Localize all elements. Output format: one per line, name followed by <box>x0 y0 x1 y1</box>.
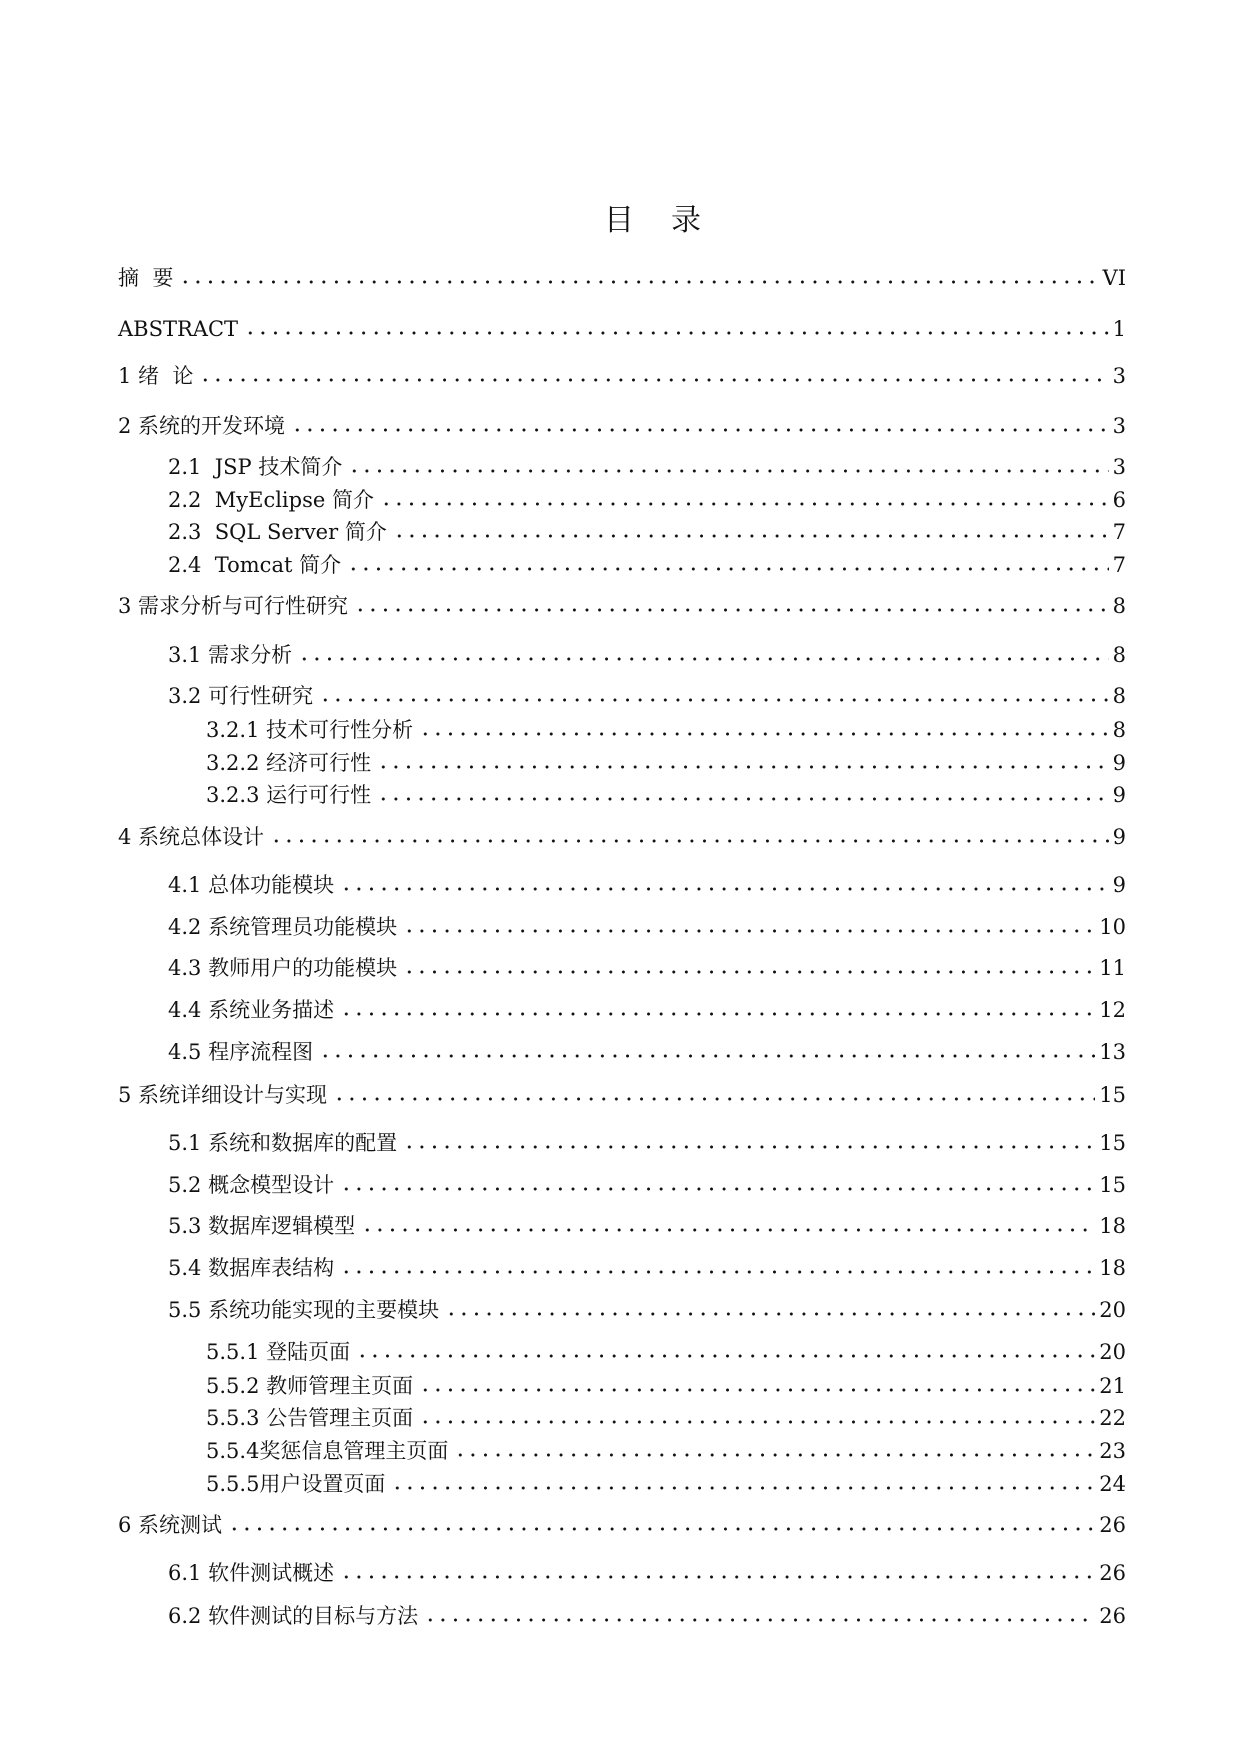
toc-entry <box>168 519 1126 545</box>
dot-leader <box>291 425 1109 433</box>
toc-entry-label: ABSTRACT <box>118 317 239 341</box>
toc-page-number: 20 <box>1099 1340 1126 1364</box>
toc-page-number: 15 <box>1099 1173 1126 1197</box>
toc-entry <box>206 1373 1126 1399</box>
toc-page-number: 12 <box>1099 998 1126 1022</box>
toc-entry-label: 4.1 总体功能模块 <box>168 873 335 897</box>
toc-page-number: 3 <box>1112 414 1126 438</box>
toc-page-number: 26 <box>1099 1513 1126 1537</box>
toc-entry-label: 摘 要 <box>118 266 174 290</box>
toc-entry <box>168 997 1126 1023</box>
toc-page-number: 23 <box>1099 1439 1126 1463</box>
toc-page-number: 26 <box>1099 1604 1126 1628</box>
toc-page-number: 3 <box>1112 455 1126 479</box>
page-title: 目 录 <box>603 203 708 238</box>
toc-entry <box>118 413 1126 439</box>
toc-entry-label: 3.2.1 技术可行性分析 <box>206 718 414 742</box>
toc-page-number: 24 <box>1099 1472 1126 1496</box>
toc-entry <box>118 1082 1126 1108</box>
toc-entry-label: 2 系统的开发环境 <box>118 414 286 438</box>
toc-entry <box>206 782 1126 808</box>
toc-page-number: 10 <box>1099 915 1126 939</box>
toc-page-number: 18 <box>1099 1214 1126 1238</box>
toc-entry <box>168 1039 1126 1065</box>
toc-entry <box>168 683 1126 709</box>
toc-entry-label: 4 系统总体设计 <box>118 825 265 849</box>
toc-entry-label: 3.2 可行性研究 <box>168 684 314 708</box>
dot-leader <box>340 1267 1095 1275</box>
toc-page-number: 15 <box>1099 1083 1126 1107</box>
toc-entry <box>168 1560 1126 1586</box>
toc-entry-label: 4.4 系统业务描述 <box>168 998 335 1022</box>
toc-entry <box>168 1297 1126 1323</box>
toc-page-number: 8 <box>1112 718 1126 742</box>
toc-entry <box>168 487 1126 513</box>
toc-entry <box>168 1255 1126 1281</box>
dot-leader <box>340 1572 1095 1580</box>
dot-leader <box>340 1184 1095 1192</box>
dot-leader <box>403 1142 1095 1150</box>
toc-entry-label: 5.5 系统功能实现的主要模块 <box>168 1298 440 1322</box>
toc-entry <box>168 1213 1126 1239</box>
dot-leader <box>424 1615 1095 1623</box>
toc-entry <box>206 1471 1126 1497</box>
toc-entry <box>118 363 1126 389</box>
toc-entry-label: 5.5.1 登陆页面 <box>206 1340 351 1364</box>
dot-leader <box>380 499 1109 507</box>
toc-entry-label: 5.5.3 公告管理主页面 <box>206 1406 414 1430</box>
dot-leader <box>333 1094 1095 1102</box>
dot-leader <box>419 1417 1095 1425</box>
toc-entry-label: 4.5 程序流程图 <box>168 1040 314 1064</box>
toc-entry <box>118 593 1126 619</box>
toc-entry-label: 6.2 软件测试的目标与方法 <box>168 1604 419 1628</box>
toc-entry-label: 5.5.5用户设置页面 <box>206 1472 386 1496</box>
toc-entry-label: 2.2 MyEclipse 简介 <box>168 488 374 512</box>
dot-leader <box>228 1524 1095 1532</box>
toc-entry <box>118 265 1126 291</box>
toc-entry-label: 5 系统详细设计与实现 <box>118 1083 328 1107</box>
toc-entry <box>206 717 1126 743</box>
dot-leader <box>377 762 1109 770</box>
dot-leader <box>403 967 1095 975</box>
toc-page-number: 9 <box>1112 751 1126 775</box>
toc-entry <box>206 750 1126 776</box>
toc-page-number: 26 <box>1099 1561 1126 1585</box>
toc-entry <box>168 872 1126 898</box>
toc-page-number: 9 <box>1112 825 1126 849</box>
dot-leader <box>356 1351 1095 1359</box>
toc-entry-label: 5.3 数据库逻辑模型 <box>168 1214 356 1238</box>
dot-leader <box>347 564 1109 572</box>
toc-entry-label: 4.2 系统管理员功能模块 <box>168 915 398 939</box>
toc-entry <box>206 1438 1126 1464</box>
toc-entry-label: 6.1 软件测试概述 <box>168 1561 335 1585</box>
toc-entry-label: 3.1 需求分析 <box>168 643 293 667</box>
dot-leader <box>340 1009 1095 1017</box>
toc-page-number: 22 <box>1099 1406 1126 1430</box>
toc-page-number: 18 <box>1099 1256 1126 1280</box>
toc-entry <box>168 955 1126 981</box>
toc-page-number: 1 <box>1112 317 1126 341</box>
toc-entry <box>118 824 1126 850</box>
dot-leader <box>348 466 1108 474</box>
toc-entry-label: 1 绪 论 <box>118 364 194 388</box>
dot-leader <box>403 926 1095 934</box>
toc-entry-label: 5.5.2 教师管理主页面 <box>206 1374 414 1398</box>
toc-page-number: 8 <box>1112 643 1126 667</box>
dot-leader <box>244 328 1109 336</box>
toc-entry <box>168 454 1126 480</box>
toc-entry <box>168 552 1126 578</box>
toc-entry-label: 6 系统测试 <box>118 1513 223 1537</box>
toc-entry <box>168 1603 1126 1629</box>
toc-entry-label: 5.1 系统和数据库的配置 <box>168 1131 398 1155</box>
dot-leader <box>199 375 1108 383</box>
toc-entry <box>168 914 1126 940</box>
toc-entry-label: 2.3 SQL Server 简介 <box>168 520 387 544</box>
toc-entry <box>118 316 1126 342</box>
toc-page-number: 7 <box>1112 553 1126 577</box>
toc-page-number: 20 <box>1099 1298 1126 1322</box>
toc-entry-label: 4.3 教师用户的功能模块 <box>168 956 398 980</box>
toc-entry-label: 2.4 Tomcat 简介 <box>168 553 342 577</box>
toc-entry-label: 2.1 JSP 技术简介 <box>168 455 343 479</box>
dot-leader <box>419 1385 1095 1393</box>
dot-leader <box>361 1225 1095 1233</box>
toc-entry-label: 5.4 数据库表结构 <box>168 1256 335 1280</box>
toc-page-number: 11 <box>1099 956 1126 980</box>
toc-entry-label: 3.2.3 运行可行性 <box>206 783 372 807</box>
toc-entry <box>168 1130 1126 1156</box>
toc-entry-label: 3.2.2 经济可行性 <box>206 751 372 775</box>
dot-leader <box>319 695 1109 703</box>
dot-leader <box>354 605 1109 613</box>
toc-entry <box>168 1172 1126 1198</box>
toc-entry-label: 5.2 概念模型设计 <box>168 1173 335 1197</box>
toc-entry <box>206 1339 1126 1365</box>
dot-leader <box>391 1483 1095 1491</box>
toc-page-number: 8 <box>1112 684 1126 708</box>
dot-leader <box>377 794 1109 802</box>
toc-page-number: 6 <box>1112 488 1126 512</box>
toc-page-number: 9 <box>1112 783 1126 807</box>
dot-leader <box>298 654 1109 662</box>
toc-page-number: 8 <box>1112 594 1126 618</box>
toc-page-number: VI <box>1102 266 1126 290</box>
toc-entry <box>168 642 1126 668</box>
dot-leader <box>270 836 1109 844</box>
toc-page-number: 3 <box>1112 364 1126 388</box>
toc-entry <box>206 1405 1126 1431</box>
dot-leader <box>454 1450 1095 1458</box>
toc-page-number: 13 <box>1099 1040 1126 1064</box>
toc-page-number: 9 <box>1112 873 1126 897</box>
dot-leader <box>179 277 1098 285</box>
dot-leader <box>393 531 1109 539</box>
toc-page-number: 15 <box>1099 1131 1126 1155</box>
toc-page-number: 21 <box>1099 1374 1126 1398</box>
dot-leader <box>319 1051 1095 1059</box>
toc-entry-label: 5.5.4奖惩信息管理主页面 <box>206 1439 449 1463</box>
dot-leader <box>445 1309 1095 1317</box>
toc-entry-label: 3 需求分析与可行性研究 <box>118 594 349 618</box>
toc-page-number: 7 <box>1112 520 1126 544</box>
dot-leader <box>419 729 1109 737</box>
toc-entry <box>118 1512 1126 1538</box>
dot-leader <box>340 884 1109 892</box>
